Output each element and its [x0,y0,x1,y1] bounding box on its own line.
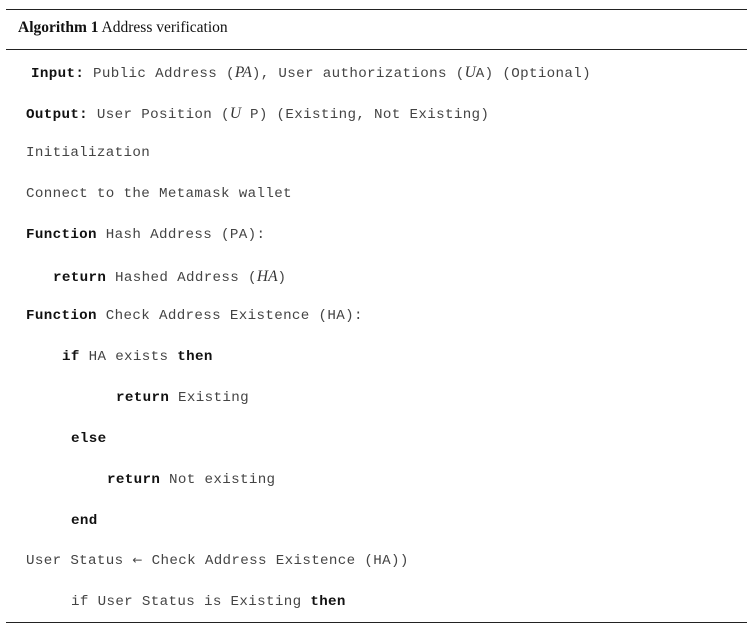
ha-symbol: HA [256,268,278,285]
output-keyword: Output: [26,107,89,123]
bottom-rule [6,622,747,623]
end-line [71,514,98,528]
else-line [71,432,106,446]
input-keyword: Input: [31,66,85,82]
status-text: Check Address Existence (HA)) [142,553,409,569]
return-existing-line [116,391,249,405]
algorithm-label: Algorithm 1 [18,19,99,36]
input-text: Public Address ( [84,66,235,82]
function-text: Hash Address (PA): [96,227,266,243]
output-line [26,106,489,122]
connect-line: Connect to the Metamask wallet [26,186,292,202]
return-keyword: return [53,270,107,286]
algorithm-header [18,19,228,37]
input-text: ), User authorizations ( [251,66,465,82]
return-keyword: return [107,472,161,488]
return-text: Existing [169,390,249,406]
user-status-line [26,554,409,568]
top-rule [6,9,747,10]
if-exists-line [62,350,213,364]
input-line [31,65,591,81]
return-text: Not existing [160,472,276,488]
return-hashed-line [53,269,286,285]
function-text: Check Address Existence (HA): [96,308,363,324]
status-text: User Status [26,553,133,569]
return-not-existing-line [107,473,275,487]
initialization-line: Initialization [26,145,151,161]
header-rule [6,49,747,50]
if-user-status-line [71,595,346,609]
return-keyword: return [116,390,170,406]
then-keyword: then [310,594,346,610]
if-text: HA exists [79,349,178,365]
end-keyword: end [71,513,98,529]
input-text: A) (Optional) [475,66,591,82]
input-pa-symbol: PA [234,64,252,81]
function-keyword: Function [26,308,97,324]
function-keyword: Function [26,227,97,243]
output-text: User Position ( [88,107,230,123]
output-text: P) (Existing, Not Existing) [241,107,490,123]
if-text: if User Status is Existing [71,594,311,610]
function-check-line [26,309,363,323]
then-keyword: then [177,349,213,365]
left-arrow-icon: ← [132,553,143,567]
output-u-symbol: U [229,105,242,122]
input-u-symbol: U [464,64,476,81]
algorithm-title: Address verification [101,19,228,36]
if-keyword: if [62,349,80,365]
else-keyword: else [71,431,107,447]
return-text: Hashed Address ( [106,270,257,286]
return-text: ) [277,270,287,286]
function-hash-line [26,228,265,242]
